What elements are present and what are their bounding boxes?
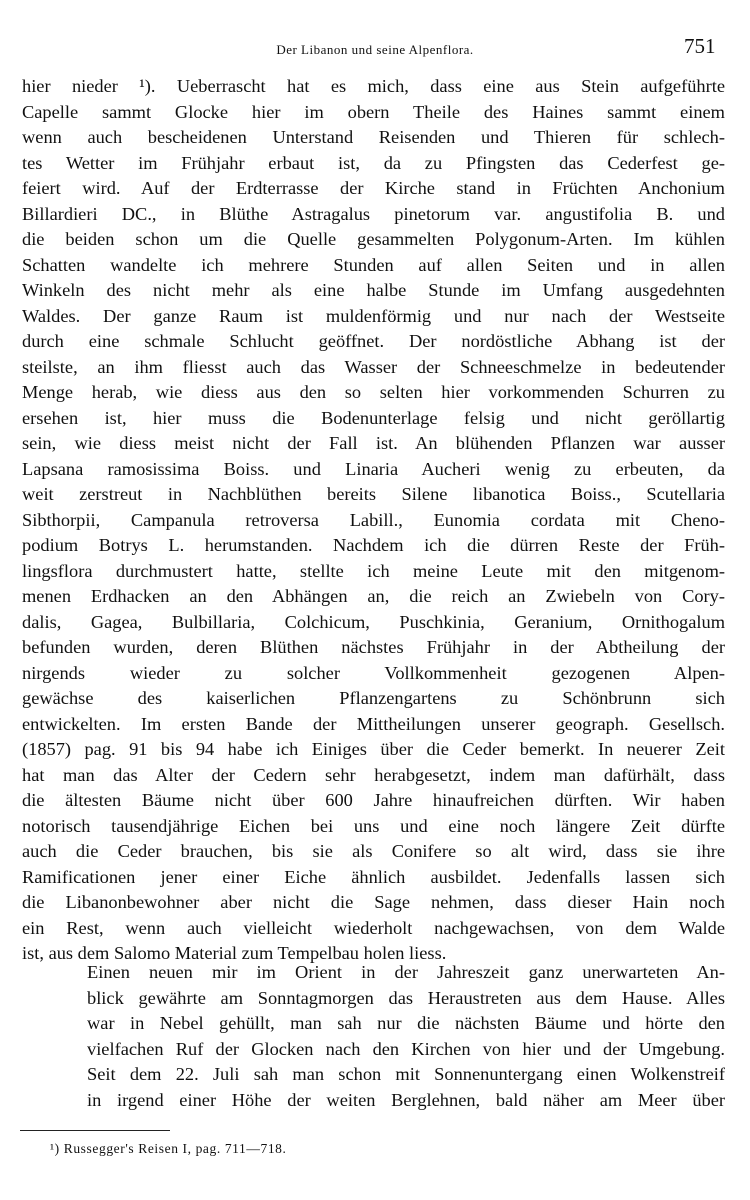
text-line: nirgends wieder zu solcher Vollkommenheit gezogenen Alpen- — [22, 662, 725, 683]
text-line: die ältesten Bäume nicht über 600 Jahre hinaufreichen dürften. Wir haben — [22, 790, 725, 810]
text-line: befunden wurden, deren Blüthen nächstes Frühjahr in der Abtheilung der — [22, 637, 725, 657]
text-line: dalis, Gagea, Bulbillaria, Colchicum, Puschkinia, Geranium, Ornithogalum — [22, 611, 725, 632]
paragraph-2 — [22, 960, 725, 1113]
footnote: ¹) Russegger's Reisen I, pag. 711—718. — [50, 1141, 287, 1156]
text-line: vielfachen Ruf der Glocken nach den Kirchen von hier und der Umgebung. — [87, 1038, 725, 1059]
text-line: war in Nebel gehüllt, man sah nur die nächsten Bäume und hörte den — [87, 1013, 725, 1033]
text-line: (1857) pag. 91 bis 94 habe ich Einiges über die Ceder bemerkt. In neuerer Zeit — [22, 739, 725, 759]
text-line: Winkeln des nicht mehr als eine halbe Stunde im Umfang ausgedehnten — [22, 280, 725, 300]
text-line: Billardieri DC., in Blüthe Astragalus pinetorum var. angustifolia B. und — [22, 203, 725, 224]
text-line: notorisch tausendjährige Eichen bei uns und eine noch längere Zeit dürfte — [22, 815, 725, 836]
page-number: 751 — [684, 34, 716, 58]
text-line: blick gewährte am Sonntagmorgen das Heraustreten aus dem Hause. Alles — [87, 987, 725, 1008]
text-line: podium Botrys L. herumstanden. Nachdem ich die dürren Reste der Früh- — [22, 535, 725, 555]
text-line: hier nieder ¹). Ueberrascht hat es mich, dass eine aus Stein aufgeführte — [22, 76, 725, 96]
text-line: sein, wie diess meist nicht der Fall ist. An blühenden Pflanzen war ausser — [22, 433, 725, 453]
text-line: ist, aus dem Salomo Material zum Tempelbau holen liess. — [22, 943, 447, 963]
text-line: die Libanonbewohner aber nicht die Sage nehmen, dass dieser Hain noch — [22, 892, 725, 912]
text-line: durch eine schmale Schlucht geöffnet. Der nordöstliche Abhang ist der — [22, 331, 725, 351]
text-line: Sibthorpii, Campanula retroversa Labill., Eunomia cordata mit Cheno- — [22, 509, 725, 530]
text-line: steilste, an ihm fliesst auch das Wasser der Schneeschmelze in bedeutender — [22, 356, 725, 377]
text-line: wenn auch bescheidenen Unterstand Reisenden und Thieren für schlech- — [22, 127, 725, 147]
text-line: gewächse des kaiserlichen Pflanzengartens zu Schönbrunn sich — [22, 688, 725, 708]
text-line: hat man das Alter der Cedern sehr herabgesetzt, indem man dafürhält, dass — [22, 764, 725, 785]
text-line: ein Rest, wenn auch vielleicht wiederholt nachgewachsen, von dem Walde — [22, 917, 725, 938]
running-title: Der Libanon und seine Alpenflora. — [276, 42, 474, 57]
text-line: feiert wird. Auf der Erdterrasse der Kirche stand in Früchten Anchonium — [22, 178, 725, 198]
text-line: ersehen ist, hier muss die Bodenunterlage felsig und nicht geröllartig — [22, 407, 725, 428]
text-line: Menge herab, wie diess aus den so selten hier vorkommenden Schurren zu — [22, 382, 725, 402]
text-line: lingsflora durchmustert hatte, stellte ich meine Leute mit den mitgenom- — [22, 560, 725, 581]
text-line: menen Erdhacken an den Abhängen an, die reich an Zwiebeln von Cory- — [22, 586, 725, 606]
footnote-divider — [20, 1130, 170, 1131]
text-line: tes Wetter im Frühjahr erbaut ist, da zu Pfingsten das Cederfest ge- — [22, 152, 725, 173]
text-line: die beiden schon um die Quelle gesammelten Polygonum-Arten. Im kühlen — [22, 229, 725, 249]
text-line: entwickelten. Im ersten Bande der Mittheilungen unserer geograph. Gesellsch. — [22, 713, 725, 734]
paragraph-1 — [22, 74, 725, 967]
text-line: Schatten wandelte ich mehrere Stunden auf allen Seiten und in allen — [22, 254, 725, 275]
text-line: in irgend einer Höhe der weiten Berglehnen, bald näher am Meer über — [87, 1089, 725, 1110]
text-line: Lapsana ramosissima Boiss. und Linaria Aucheri wenig zu erbeuten, da — [22, 458, 725, 479]
text-line: Waldes. Der ganze Raum ist muldenförmig und nur nach der Westseite — [22, 305, 725, 326]
text-line: weit zerstreut in Nachblüthen bereits Silene libanotica Boiss., Scutellaria — [22, 484, 725, 504]
text-line: auch die Ceder brauchen, bis sie als Conifere so alt wird, dass sie ihre — [22, 841, 725, 861]
text-line: Seit dem 22. Juli sah man schon mit Sonnenuntergang einen Wolkenstreif — [87, 1064, 725, 1084]
text-line: Einen neuen mir im Orient in der Jahreszeit ganz unerwarteten An- — [87, 962, 725, 982]
text-line: Capelle sammt Glocke hier im obern Theile des Haines sammt einem — [22, 101, 725, 122]
text-line: Ramificationen jener einer Eiche ähnlich ausbildet. Jedenfalls lassen sich — [22, 866, 725, 887]
